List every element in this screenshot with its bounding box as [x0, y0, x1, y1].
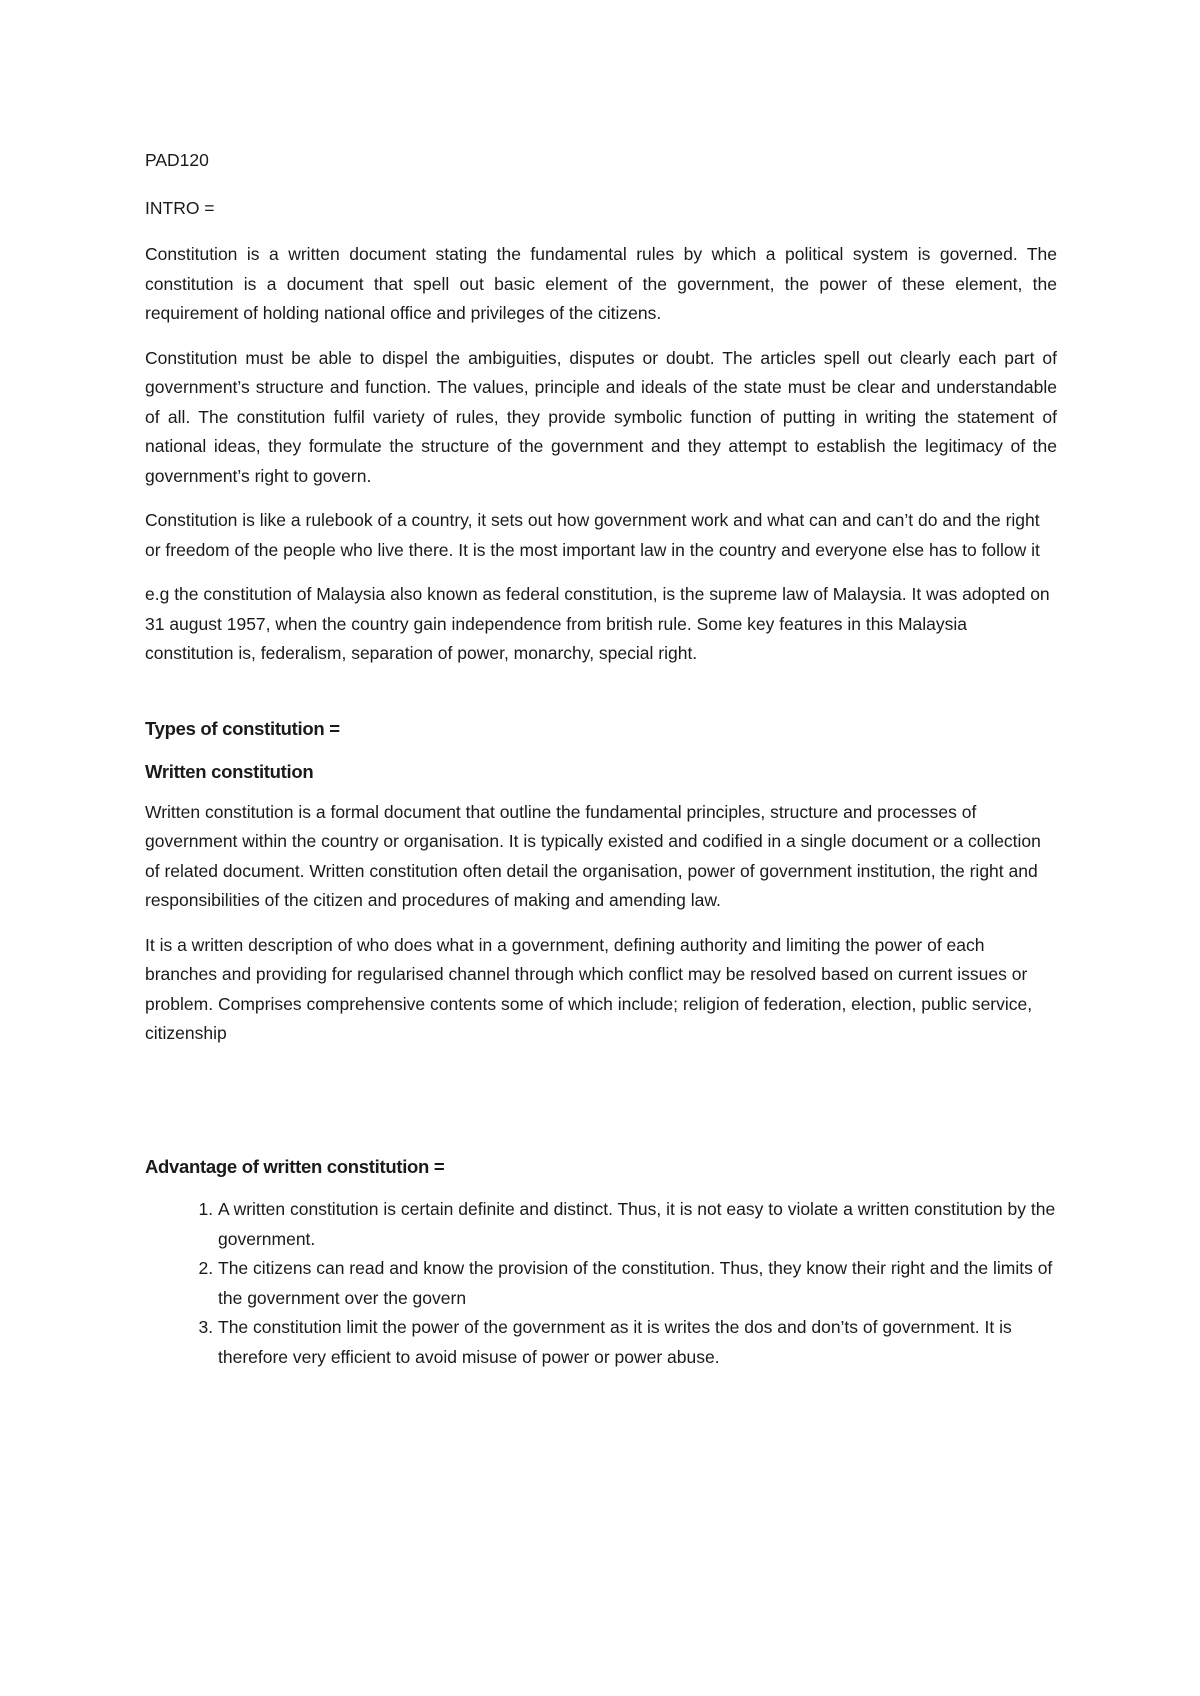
intro-paragraph: e.g the constitution of Malaysia also known as federal constitution, is the supreme law of Malaysia. It was adopted on 31 august 1957, when the country gain independence from british rule. Some key features in this Malaysia constitution is, federalism, separation of power, monarchy, special right.	[145, 584, 1050, 663]
intro-label: INTRO =	[145, 197, 215, 218]
written-constitution-heading: Written constitution	[145, 761, 314, 782]
written-paragraph: Written constitution is a formal document that outline the fundamental principles, structure and processes of government within the country or organisation. It is typically existed and codified in a single document or a collection of related document. Written constitution often detail the organisation, power of government institution, the right and responsibilities of the citizen and procedures of making and amending law.	[145, 801, 1041, 910]
written-paragraph: It is a written description of who does what in a government, defining authority and limiting the power of each branches and providing for regularised channel through which conflict may be resolved based on current issues or problem. Comprises comprehensive contents some of which include; religion of federation, election, public service, citizenship	[145, 934, 1033, 1043]
advantage-item: 1. A written constitution is certain definite and distinct. Thus, it is not easy to violate a written constitution by the government.	[218, 1195, 1057, 1254]
document-body	[145, 146, 1057, 1372]
advantage-heading: Advantage of written constitution =	[145, 1155, 445, 1177]
spacer	[145, 1064, 1057, 1152]
spacer	[145, 684, 1057, 714]
course-code: PAD120	[145, 150, 209, 170]
intro-paragraph: Constitution is like a rulebook of a country, it sets out how government work and what can and can’t do and the right or freedom of the people who live there. It is the most important law in the country and everyone else has to follow it	[145, 510, 1040, 560]
types-heading: Types of constitution =	[145, 717, 340, 739]
advantage-item: 3. The constitution limit the power of the government as it is writes the dos and don’ts of government. It is therefore very efficient to avoid misuse of power or power abuse.	[218, 1313, 1057, 1372]
intro-paragraph: Constitution must be able to dispel the ambiguities, disputes or doubt. The articles spell out clearly each part of government’s structure and function. The values, principle and ideals of the state must be clear and understandable of all. The constitution fulfil variety of rules, they provide symbolic function of putting in writing the statement of national ideas, they formulate the structure of the government and they attempt to establish the legitimacy of the government’s right to govern.	[145, 347, 1057, 486]
advantage-list	[145, 1195, 1057, 1372]
intro-paragraph: Constitution is a written document stating the fundamental rules by which a political system is governed. The constitution is a document that spell out basic element of the government, the power of these element, the requirement of holding national office and privileges of the citizens.	[145, 244, 1057, 323]
advantage-item: 2. The citizens can read and know the provision of the constitution. Thus, they know their right and the limits of the government over the govern	[218, 1254, 1057, 1313]
